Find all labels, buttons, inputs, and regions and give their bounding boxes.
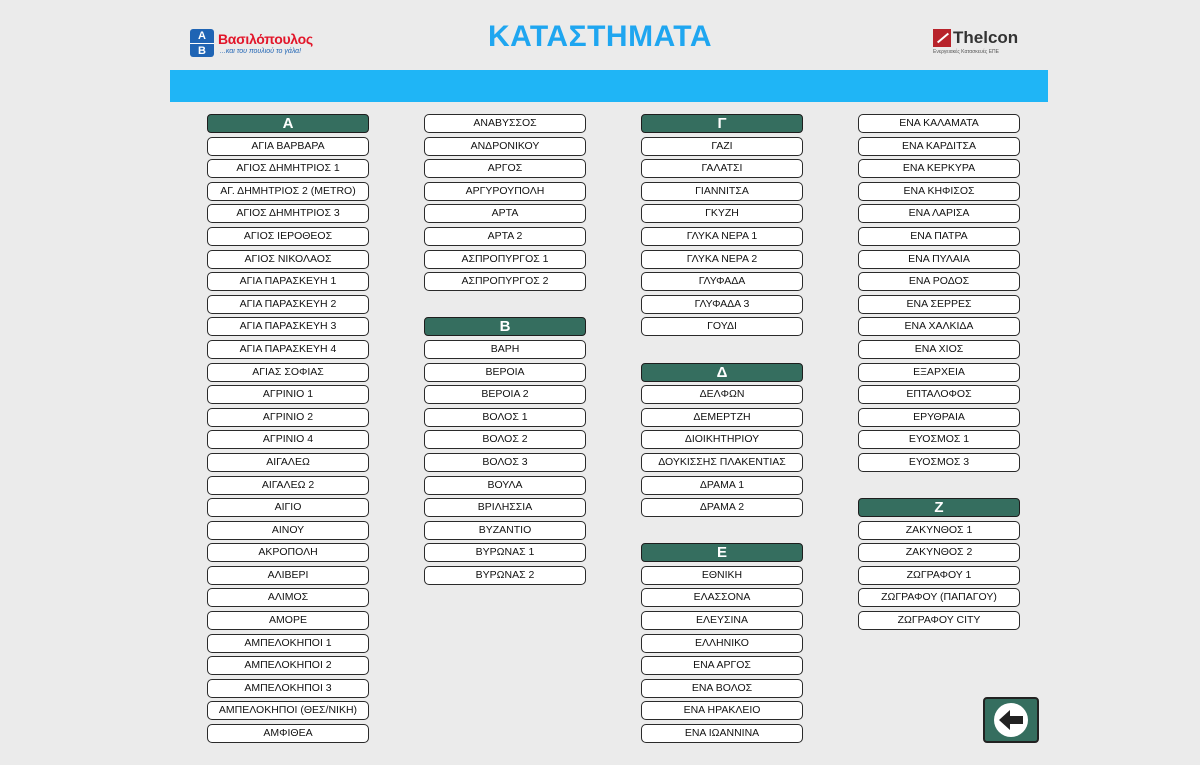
store-button[interactable]: ΑΡΤΑ 2 xyxy=(424,227,586,246)
store-button[interactable]: ΕΝΑ ΠΥΛΑΙΑ xyxy=(858,250,1020,269)
store-button[interactable]: ΑΓΙΟΣ ΔΗΜΗΤΡΙΟΣ 3 xyxy=(207,204,369,223)
store-button[interactable]: ΓΛΥΦΑΔΑ 3 xyxy=(641,295,803,314)
store-button[interactable]: ΑΣΠΡΟΠΥΡΓΟΣ 2 xyxy=(424,272,586,291)
brand-name: Βασιλόπουλος xyxy=(218,31,313,47)
store-button[interactable]: ΓΙΑΝΝΙΤΣΑ xyxy=(641,182,803,201)
store-row xyxy=(858,363,1022,386)
store-row xyxy=(641,498,805,521)
store-row xyxy=(424,453,588,476)
store-button[interactable]: ΑΡΓΟΣ xyxy=(424,159,586,178)
store-button[interactable]: ΕΥΟΣΜΟΣ 1 xyxy=(858,430,1020,449)
store-button[interactable]: ΑΛΙΒΕΡΙ xyxy=(207,566,369,585)
store-row xyxy=(424,430,588,453)
store-button[interactable]: ΓΛΥΚΑ ΝΕΡΑ 2 xyxy=(641,250,803,269)
letter-row xyxy=(207,114,371,137)
back-button[interactable] xyxy=(983,697,1039,743)
store-row xyxy=(207,363,371,386)
store-button[interactable]: ΑΙΓΙΟ xyxy=(207,498,369,517)
thelcon-logo xyxy=(933,28,1033,58)
store-row xyxy=(641,430,805,453)
store-row xyxy=(207,656,371,679)
store-row xyxy=(424,204,588,227)
store-button[interactable]: ΓΑΖΙ xyxy=(641,137,803,156)
store-button[interactable]: ΑΡΤΑ xyxy=(424,204,586,223)
store-button[interactable]: ΑΓΙΑ ΒΑΡΒΑΡΑ xyxy=(207,137,369,156)
spacer xyxy=(641,340,805,363)
arrow-left-icon xyxy=(991,701,1031,739)
letter-header: Δ xyxy=(641,363,803,382)
store-row xyxy=(207,137,371,160)
store-button[interactable]: ΓΛΥΦΑΔΑ xyxy=(641,272,803,291)
store-row xyxy=(207,679,371,702)
store-button[interactable]: ΕΥΟΣΜΟΣ 3 xyxy=(858,453,1020,472)
store-button[interactable]: ΑΓΙΑ ΠΑΡΑΣΚΕΥΗ 3 xyxy=(207,317,369,336)
store-row xyxy=(424,498,588,521)
store-row xyxy=(207,634,371,657)
store-row xyxy=(641,408,805,431)
store-button[interactable]: ΖΩΓΡΑΦΟΥ (ΠΑΠΑΓΟΥ) xyxy=(858,588,1020,607)
spacer xyxy=(424,295,588,318)
store-row xyxy=(641,250,805,273)
store-button[interactable]: ΑΓΡΙΝΙΟ 4 xyxy=(207,430,369,449)
store-row xyxy=(858,272,1022,295)
store-button[interactable]: ΕΝΑ ΚΕΡΚΥΡΑ xyxy=(858,159,1020,178)
store-row xyxy=(424,182,588,205)
store-row xyxy=(207,724,371,747)
store-row xyxy=(207,250,371,273)
store-button[interactable]: ΑΓΙΟΣ ΝΙΚΟΛΑΟΣ xyxy=(207,250,369,269)
store-button[interactable]: ΑΓΙΟΣ ΔΗΜΗΤΡΙΟΣ 1 xyxy=(207,159,369,178)
store-button[interactable]: ΒΟΛΟΣ 3 xyxy=(424,453,586,472)
letter-row xyxy=(641,363,805,386)
store-button[interactable]: ΑΓΙΑΣ ΣΟΦΙΑΣ xyxy=(207,363,369,382)
store-button[interactable]: ΕΝΑ ΚΗΦΙΣΟΣ xyxy=(858,182,1020,201)
store-button[interactable]: ΕΞΑΡΧΕΙΑ xyxy=(858,363,1020,382)
store-row xyxy=(424,566,588,589)
store-button[interactable]: ΕΝΑ ΡΟΔΟΣ xyxy=(858,272,1020,291)
store-column-3 xyxy=(641,114,805,747)
store-button[interactable]: ΕΝΑ ΚΑΡΔΙΤΣΑ xyxy=(858,137,1020,156)
store-row xyxy=(858,611,1022,634)
store-row xyxy=(858,430,1022,453)
thelcon-name: Thelcon xyxy=(953,28,1019,47)
store-column-4 xyxy=(858,114,1022,634)
store-button[interactable]: ΓΟΥΔΙ xyxy=(641,317,803,336)
store-row xyxy=(424,408,588,431)
thelcon-subtitle: Ενεργειακές Κατασκευές ΕΠΕ xyxy=(933,49,999,55)
store-row xyxy=(858,137,1022,160)
store-button[interactable]: ΒΕΡΟΙΑ 2 xyxy=(424,385,586,404)
store-row xyxy=(641,159,805,182)
store-row xyxy=(424,159,588,182)
store-row xyxy=(424,227,588,250)
store-row xyxy=(858,317,1022,340)
store-button[interactable]: ΓΚΥΖΗ xyxy=(641,204,803,223)
store-row xyxy=(424,250,588,273)
store-button[interactable]: ΕΡΥΘΡΑΙΑ xyxy=(858,408,1020,427)
store-row xyxy=(858,566,1022,589)
store-button[interactable]: ΕΠΤΑΛΟΦΟΣ xyxy=(858,385,1020,404)
store-button[interactable]: ΔΕΛΦΩΝ xyxy=(641,385,803,404)
store-row xyxy=(641,611,805,634)
store-button[interactable]: ΕΘΝΙΚΗ xyxy=(641,566,803,585)
store-row xyxy=(424,363,588,386)
spacer xyxy=(858,476,1022,499)
store-row xyxy=(641,634,805,657)
store-button[interactable]: ΑΛΙΜΟΣ xyxy=(207,588,369,607)
store-row xyxy=(424,114,588,137)
store-row xyxy=(858,543,1022,566)
store-row xyxy=(641,385,805,408)
store-row xyxy=(641,724,805,747)
store-row xyxy=(858,588,1022,611)
store-row xyxy=(641,656,805,679)
store-button[interactable]: ΖΩΓΡΑΦΟΥ 1 xyxy=(858,566,1020,585)
letter-row xyxy=(424,317,588,340)
store-button[interactable]: ΕΝΑ ΒΟΛΟΣ xyxy=(641,679,803,698)
store-button[interactable]: ΑΓΡΙΝΙΟ 1 xyxy=(207,385,369,404)
store-button[interactable]: ΔΙΟΙΚΗΤΗΡΙΟΥ xyxy=(641,430,803,449)
store-button[interactable]: ΒΥΡΩΝΑΣ 2 xyxy=(424,566,586,585)
store-row xyxy=(207,227,371,250)
store-button[interactable]: ΒΟΛΟΣ 2 xyxy=(424,430,586,449)
store-button[interactable]: ΕΛΑΣΣΟΝΑ xyxy=(641,588,803,607)
store-row xyxy=(207,340,371,363)
letter-header: Β xyxy=(424,317,586,336)
store-row xyxy=(858,114,1022,137)
store-button[interactable]: ΒΕΡΟΙΑ xyxy=(424,363,586,382)
store-button[interactable]: ΕΝΑ ΛΑΡΙΣΑ xyxy=(858,204,1020,223)
store-row xyxy=(207,204,371,227)
store-row xyxy=(641,204,805,227)
store-button[interactable]: ΑΝΔΡΟΝΙΚΟΥ xyxy=(424,137,586,156)
store-row xyxy=(641,453,805,476)
store-button[interactable]: ΑΓΙΑ ΠΑΡΑΣΚΕΥΗ 1 xyxy=(207,272,369,291)
header-bar xyxy=(170,70,1048,102)
store-row xyxy=(207,566,371,589)
store-row xyxy=(207,182,371,205)
store-row xyxy=(207,498,371,521)
letter-header: Ζ xyxy=(858,498,1020,517)
store-button[interactable]: ΔΕΜΕΡΤΖΗ xyxy=(641,408,803,427)
store-row xyxy=(858,295,1022,318)
store-button[interactable]: ΖΑΚΥΝΘΟΣ 2 xyxy=(858,543,1020,562)
store-row xyxy=(641,295,805,318)
store-row xyxy=(858,340,1022,363)
store-row xyxy=(641,272,805,295)
store-button[interactable]: ΑΜΠΕΛΟΚΗΠΟΙ (ΘΕΣ/ΝΙΚΗ) xyxy=(207,701,369,720)
store-row xyxy=(207,295,371,318)
store-row xyxy=(641,701,805,724)
page-title: ΚΑΤΑΣΤΗΜΑΤΑ xyxy=(487,20,713,53)
store-row xyxy=(207,588,371,611)
store-row xyxy=(424,137,588,160)
store-button[interactable]: ΑΚΡΟΠΟΛΗ xyxy=(207,543,369,562)
store-button[interactable]: ΑΜΠΕΛΟΚΗΠΟΙ 2 xyxy=(207,656,369,675)
letter-header: Γ xyxy=(641,114,803,133)
store-button[interactable]: ΒΟΥΛΑ xyxy=(424,476,586,495)
store-row xyxy=(207,159,371,182)
store-button[interactable]: ΕΝΑ ΑΡΓΟΣ xyxy=(641,656,803,675)
store-row xyxy=(424,272,588,295)
store-row xyxy=(858,227,1022,250)
store-row xyxy=(207,701,371,724)
store-button[interactable]: ΕΝΑ ΗΡΑΚΛΕΙΟ xyxy=(641,701,803,720)
store-button[interactable]: ΑΙΝΟΥ xyxy=(207,521,369,540)
store-row xyxy=(641,679,805,702)
store-row xyxy=(207,476,371,499)
letter-row xyxy=(858,498,1022,521)
store-row xyxy=(641,317,805,340)
store-button[interactable]: ΑΝΑΒΥΣΣΟΣ xyxy=(424,114,586,133)
store-row xyxy=(858,182,1022,205)
store-button[interactable]: ΑΙΓΑΛΕΩ xyxy=(207,453,369,472)
store-row xyxy=(207,453,371,476)
store-button[interactable]: ΒΡΙΛΗΣΣΙΑ xyxy=(424,498,586,517)
letter-row xyxy=(641,543,805,566)
store-row xyxy=(641,476,805,499)
store-row xyxy=(207,521,371,544)
store-button[interactable]: ΕΛΛΗΝΙΚΟ xyxy=(641,634,803,653)
store-button[interactable]: ΓΑΛΑΤΣΙ xyxy=(641,159,803,178)
store-row xyxy=(207,272,371,295)
store-row xyxy=(207,611,371,634)
store-button[interactable]: ΖΩΓΡΑΦΟΥ CITY xyxy=(858,611,1020,630)
store-row xyxy=(207,543,371,566)
store-button[interactable]: ΑΡΓΥΡΟΥΠΟΛΗ xyxy=(424,182,586,201)
store-row xyxy=(424,543,588,566)
store-row xyxy=(641,182,805,205)
store-button[interactable]: ΑΜΦΙΘΕΑ xyxy=(207,724,369,743)
store-button[interactable]: ΑΜΟΡΕ xyxy=(207,611,369,630)
store-row xyxy=(641,588,805,611)
store-row xyxy=(858,408,1022,431)
store-button[interactable]: ΑΣΠΡΟΠΥΡΓΟΣ 1 xyxy=(424,250,586,269)
store-button[interactable]: ΑΙΓΑΛΕΩ 2 xyxy=(207,476,369,495)
store-button[interactable]: ΒΥΡΩΝΑΣ 1 xyxy=(424,543,586,562)
thelcon-mark-icon xyxy=(933,29,951,47)
store-column-2 xyxy=(424,114,588,588)
store-button[interactable]: ΑΜΠΕΛΟΚΗΠΟΙ 1 xyxy=(207,634,369,653)
store-button[interactable]: ΕΛΕΥΣΙΝΑ xyxy=(641,611,803,630)
store-column-1 xyxy=(207,114,371,747)
store-button[interactable]: ΔΡΑΜΑ 2 xyxy=(641,498,803,517)
store-row xyxy=(207,430,371,453)
store-button[interactable]: ΕΝΑ ΠΑΤΡΑ xyxy=(858,227,1020,246)
letter-header: Ε xyxy=(641,543,803,562)
letter-row xyxy=(641,114,805,137)
store-button[interactable]: ΒΥΖΑΝΤΙΟ xyxy=(424,521,586,540)
store-row xyxy=(858,521,1022,544)
store-row xyxy=(207,408,371,431)
store-button[interactable]: ΒΑΡΗ xyxy=(424,340,586,359)
spacer xyxy=(641,521,805,544)
store-button[interactable]: ΖΑΚΥΝΘΟΣ 1 xyxy=(858,521,1020,540)
store-button[interactable]: ΔΟΥΚΙΣΣΗΣ ΠΛΑΚΕΝΤΙΑΣ xyxy=(641,453,803,472)
store-button[interactable]: ΑΓΙΑ ΠΑΡΑΣΚΕΥΗ 4 xyxy=(207,340,369,359)
store-row xyxy=(424,340,588,363)
store-button[interactable]: ΑΜΠΕΛΟΚΗΠΟΙ 3 xyxy=(207,679,369,698)
store-button[interactable]: ΕΝΑ ΣΕΡΡΕΣ xyxy=(858,295,1020,314)
store-button[interactable]: ΓΛΥΚΑ ΝΕΡΑ 1 xyxy=(641,227,803,246)
store-row xyxy=(641,137,805,160)
store-row xyxy=(858,385,1022,408)
store-button[interactable]: ΑΓΙΟΣ ΙΕΡΟΘΕΟΣ xyxy=(207,227,369,246)
store-row xyxy=(207,317,371,340)
store-row xyxy=(641,566,805,589)
store-row xyxy=(424,521,588,544)
store-row xyxy=(641,227,805,250)
brand-tagline: ...και του πουλιού το γάλα! xyxy=(220,48,302,55)
store-button[interactable]: ΑΓΡΙΝΙΟ 2 xyxy=(207,408,369,427)
store-button[interactable]: ΒΟΛΟΣ 1 xyxy=(424,408,586,427)
store-row xyxy=(858,453,1022,476)
store-button[interactable]: ΕΝΑ ΙΩΑΝΝΙΝΑ xyxy=(641,724,803,743)
store-button[interactable]: ΕΝΑ ΧΙΟΣ xyxy=(858,340,1020,359)
store-row xyxy=(424,385,588,408)
store-row xyxy=(858,204,1022,227)
store-button[interactable]: ΕΝΑ ΚΑΛΑΜΑΤΑ xyxy=(858,114,1020,133)
store-button[interactable]: ΕΝΑ ΧΑΛΚΙΔΑ xyxy=(858,317,1020,336)
store-row xyxy=(858,159,1022,182)
ab-logo-icon: A B xyxy=(190,29,214,57)
store-row xyxy=(207,385,371,408)
store-row xyxy=(858,250,1022,273)
store-button[interactable]: ΑΓ. ΔΗΜΗΤΡΙΟΣ 2 (METRO) xyxy=(207,182,369,201)
letter-header: Α xyxy=(207,114,369,133)
store-button[interactable]: ΑΓΙΑ ΠΑΡΑΣΚΕΥΗ 2 xyxy=(207,295,369,314)
store-row xyxy=(424,476,588,499)
store-button[interactable]: ΔΡΑΜΑ 1 xyxy=(641,476,803,495)
